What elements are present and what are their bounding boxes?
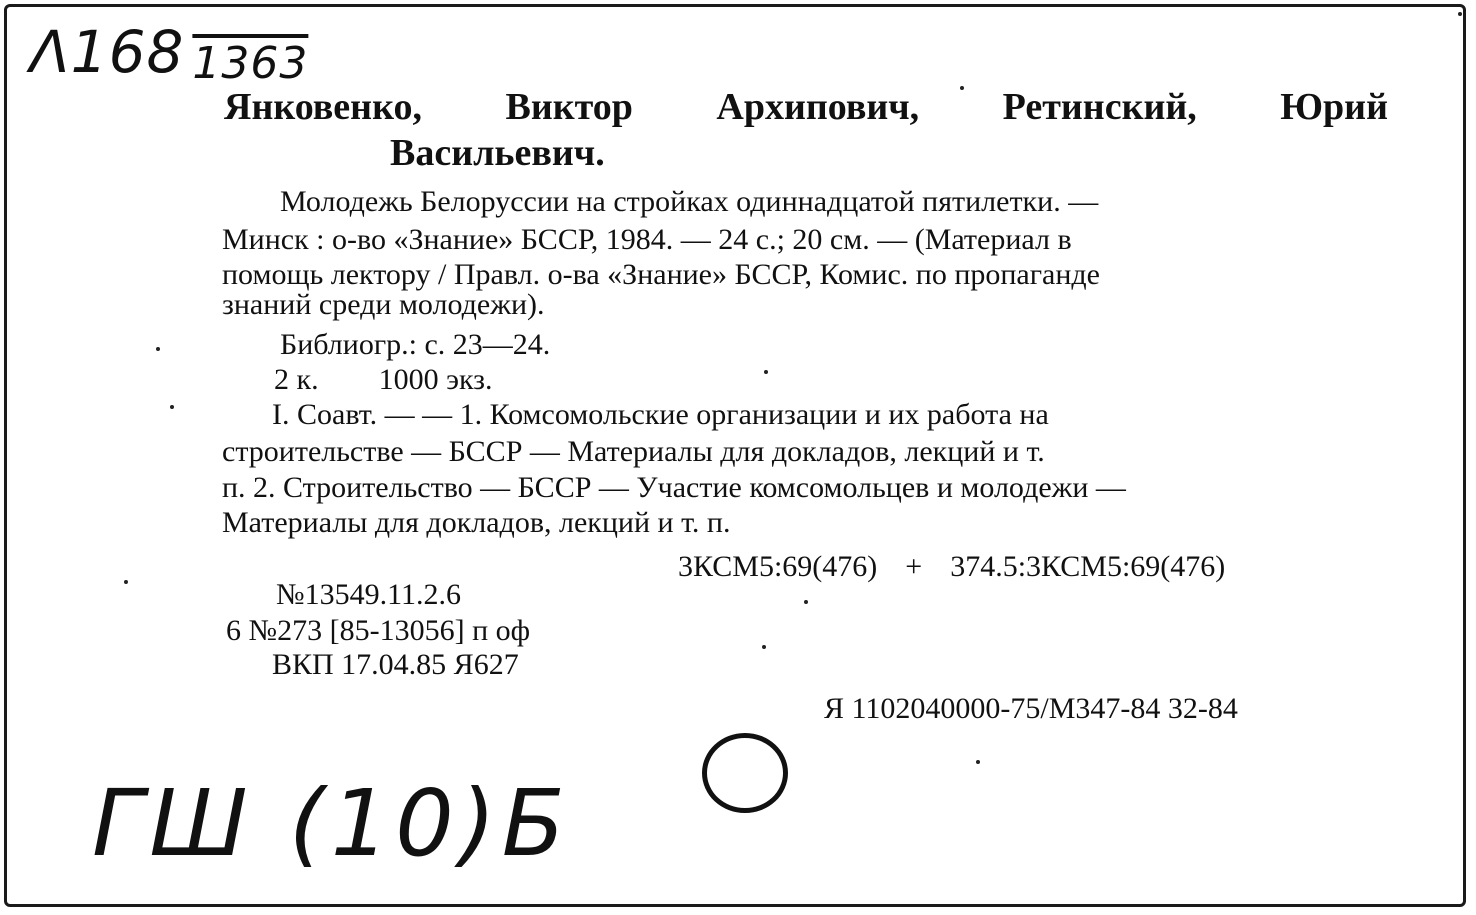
record-number: №13549.11.2.6: [276, 578, 462, 611]
price: 2 к.: [274, 363, 319, 396]
author-heading-line-2: Васильевич.: [390, 132, 605, 174]
classification-code-2: 374.5:3КСМ5:69(476): [950, 550, 1226, 583]
title-line-2: Минск : о-во «Знание» БССР, 1984. — 24 с.; 20 см. — (Материал в: [222, 223, 1072, 256]
classification-codes: [678, 552, 1225, 582]
speck: [804, 600, 808, 604]
speck: [170, 405, 174, 409]
speck: [764, 370, 768, 374]
title-line-1: Молодежь Белоруссии на стройках одиннадцатой пятилетки. —: [280, 185, 1099, 218]
title-line-3: помощь лектору / Правл. о-ва «Знание» БССР, Комис. по пропаганде: [222, 258, 1100, 291]
author-word: Ретинский,: [1002, 86, 1197, 128]
index-code: Я 1102040000-75/М347-84 32-84: [824, 692, 1238, 725]
punch-hole-circle: [702, 733, 788, 813]
speck: [976, 760, 980, 764]
handwritten-shelf-mark: ГШ (10)Б: [92, 770, 571, 877]
price-copies-line: [274, 365, 492, 395]
author-word: Янковенко,: [224, 86, 422, 128]
subjects-line-4: Материалы для докладов, лекций и т. п.: [222, 506, 731, 539]
speck: [156, 347, 160, 351]
author-word: Архипович,: [716, 86, 920, 128]
classification-plus: +: [905, 550, 923, 583]
handwritten-call-number: [30, 18, 309, 89]
subjects-line-1: I. Соавт. — — 1. Комсомольские организации и их работа на: [272, 398, 1049, 431]
speck: [1458, 12, 1462, 16]
speck: [124, 580, 128, 584]
author-heading-line-1: [224, 88, 1388, 126]
classification-code-1: 3КСМ5:69(476): [678, 550, 878, 583]
order-number: 6 №273 [85-13056] п оф: [226, 614, 531, 647]
subjects-line-3: п. 2. Строительство — БССР — Участие комсомольцев и молодежи —: [222, 471, 1126, 504]
speck: [762, 645, 766, 649]
author-word: Виктор: [505, 86, 633, 128]
vkp-date: ВКП 17.04.85 Я627: [272, 648, 519, 681]
bibliography-note: Библиогр.: с. 23—24.: [280, 328, 551, 361]
author-word: Юрий: [1280, 86, 1388, 128]
handwritten-number: Λ168: [30, 18, 185, 86]
subjects-line-2: строительстве — БССР — Материалы для докладов, лекций и т.: [222, 435, 1045, 468]
speck: [960, 86, 964, 90]
title-line-4: знаний среди молодежи).: [222, 288, 545, 321]
copies: 1000 экз.: [378, 363, 493, 396]
handwritten-overline-number: 1363: [192, 38, 309, 89]
